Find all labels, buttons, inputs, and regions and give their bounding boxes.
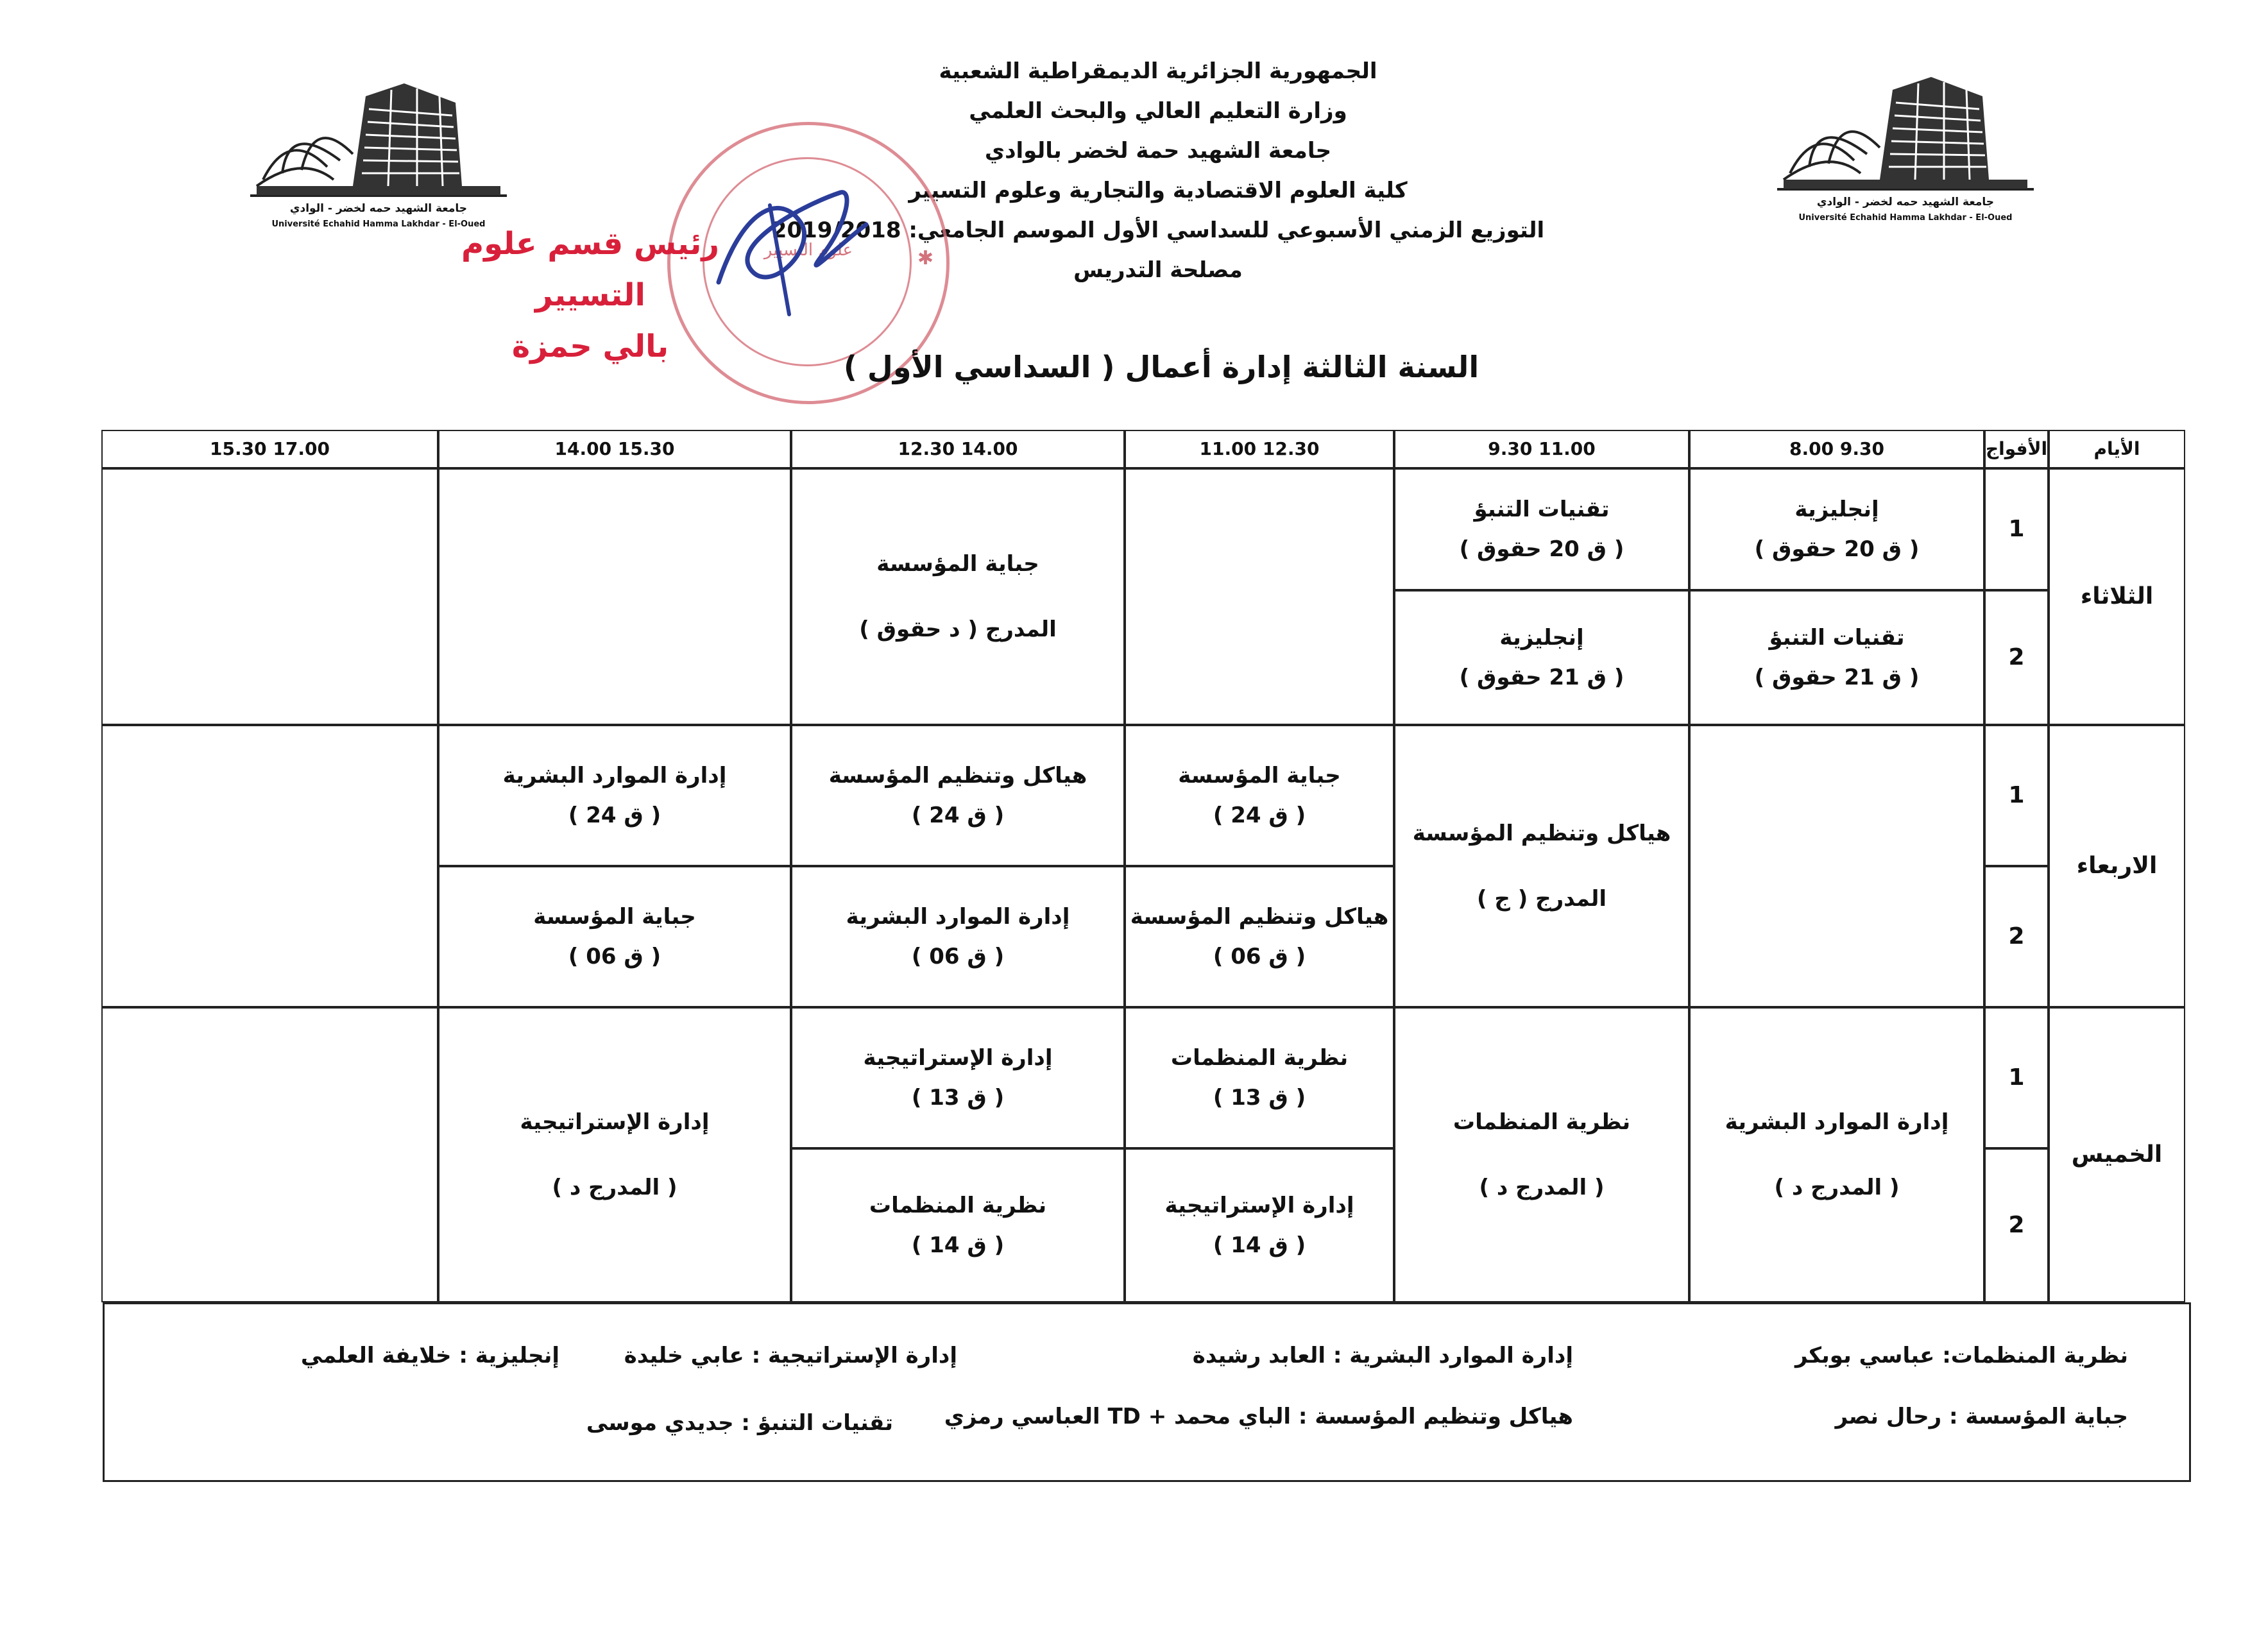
logo-caption-french: Université Echahid Hamma Lakhdar - El-Oued <box>271 219 486 229</box>
session-tue-s6-empty <box>101 468 438 725</box>
header-slot-5: 15.30 14.00 <box>438 430 791 468</box>
session-wed-g1-s4 <box>791 725 1125 866</box>
logo-caption-arabic: جامعة الشهيد حمه لخضر - الوادي <box>289 202 468 215</box>
course-name: هياكل وتنظيم المؤسسة <box>828 763 1087 788</box>
session-wed-g2-s3 <box>1125 866 1394 1007</box>
course-name: جباية المؤسسة <box>1178 763 1341 788</box>
department-head-signature-block <box>411 218 770 372</box>
header-line-service: مصلحة التدريس <box>1073 257 1243 283</box>
session-thu-s1 <box>1689 1007 1984 1302</box>
session-thu-s2 <box>1394 1007 1689 1302</box>
course-name: إدارة الموارد البشرية <box>1725 1109 1949 1135</box>
header-slot-2: 11.00 9.30 <box>1394 430 1689 468</box>
header-line-republic: الجمهورية الجزائرية الديمقراطية الشعبية <box>939 58 1377 84</box>
room-label: ( ق 13 ) <box>1213 1085 1306 1111</box>
course-name: جباية المؤسسة <box>876 551 1039 577</box>
session-thu-g2-s3 <box>1125 1148 1394 1302</box>
room-label: ( ق 20 حقوق ) <box>1754 536 1920 562</box>
group-number: 2 <box>1984 590 2049 725</box>
star-icon: ✱ <box>917 247 933 269</box>
teacher-org-theory: نظرية المنظمات: عباسي بوبكر <box>1795 1343 2128 1368</box>
university-logo-right <box>1771 51 2040 237</box>
session-wed-g2-s4 <box>791 866 1125 1007</box>
course-name: جباية المؤسسة <box>533 904 696 930</box>
session-wed-g1-s3 <box>1125 725 1394 866</box>
teacher-english: إنجليزية : خلايفة العلمي <box>300 1343 559 1368</box>
course-name: نظرية المنظمات <box>1453 1109 1631 1135</box>
session-wed-g2-s5 <box>438 866 791 1007</box>
university-logo-left <box>244 58 513 244</box>
teacher-taxation: جباية المؤسسة : رحال نصر <box>1835 1404 2128 1429</box>
logo-caption-arabic: جامعة الشهيد حمه لخضر - الوادي <box>1816 196 1995 209</box>
course-name: إدارة الإستراتيجية <box>520 1109 710 1135</box>
group-number: 1 <box>1984 1007 2049 1148</box>
room-label: ( ق 14 ) <box>911 1232 1005 1258</box>
session-thu-g1-s4 <box>791 1007 1125 1148</box>
room-label: ( ق 21 حقوق ) <box>1754 665 1920 690</box>
day-wednesday: الاربعاء <box>2049 725 2185 1007</box>
header-slot-4: 14.00 12.30 <box>791 430 1125 468</box>
session-thu-g1-s3 <box>1125 1007 1394 1148</box>
header-line-university: جامعة الشهيد حمة لخضر بالوادي <box>984 138 1332 164</box>
room-label: ( المدرج د ) <box>1479 1175 1605 1200</box>
header-line-timetable: التوزيع الزمني الأسبوعي للسداسي الأول الموسم الجامعي: 2019/2018 <box>771 217 1545 243</box>
session-tue-g1-s2 <box>1394 468 1689 590</box>
course-name: إدارة الموارد البشرية <box>502 763 727 788</box>
course-name: تقنيات التنبؤ <box>1474 497 1610 522</box>
header-line-ministry: وزارة التعليم العالي والبحث العلمي <box>969 98 1347 124</box>
room-label: ( ق 06 ) <box>568 944 661 969</box>
session-tue-g2-s1 <box>1689 590 1984 725</box>
header-groups: الأفواج <box>1984 430 2049 468</box>
teacher-structures: هياكل وتنظيم المؤسسة : الباي محمد + TD العباسي رمزي <box>944 1404 1573 1429</box>
department-head-title: رئيس قسم علوم التسيير <box>461 226 720 313</box>
header-days: الأيام <box>2049 430 2185 468</box>
stamp-text: علوم التسيير <box>763 241 853 260</box>
room-label: ( ق 21 حقوق ) <box>1459 665 1624 690</box>
course-name: هياكل وتنظيم المؤسسة <box>1130 904 1389 930</box>
course-name: إدارة الإستراتيجية <box>1164 1193 1354 1218</box>
teacher-forecasting: تقنيات التنبؤ : جديدي موسى <box>586 1410 893 1436</box>
group-number: 1 <box>1984 468 2049 590</box>
room-label: ( ق 24 ) <box>568 803 661 828</box>
course-name: هياكل وتنظيم المؤسسة <box>1412 821 1671 846</box>
session-thu-s6-empty <box>101 1007 438 1302</box>
university-building-icon <box>244 58 513 205</box>
header-slot-3: 12.30 11.00 <box>1125 430 1394 468</box>
room-label: المدرج ( د حقوق ) <box>859 617 1057 642</box>
course-name: تقنيات التنبؤ <box>1769 625 1905 651</box>
room-label: ( ق 24 ) <box>1213 803 1306 828</box>
room-label: ( ق 06 ) <box>1213 944 1306 969</box>
session-tue-s5-empty <box>438 468 791 725</box>
session-tue-g2-s2 <box>1394 590 1689 725</box>
teacher-hr-management: إدارة الموارد البشرية : العابد رشيدة <box>1192 1343 1573 1368</box>
session-thu-s5 <box>438 1007 791 1302</box>
day-tuesday: الثلاثاء <box>2049 468 2185 725</box>
department-head-name: بالي حمزة <box>511 328 669 364</box>
course-name: نظرية المنظمات <box>869 1193 1047 1218</box>
course-name: نظرية المنظمات <box>1170 1045 1349 1071</box>
university-building-icon <box>1771 51 2040 199</box>
session-wed-s2 <box>1394 725 1689 1007</box>
teacher-strategy: إدارة الإستراتيجية : عابي خليدة <box>624 1343 957 1368</box>
header-slot-1: 9.30 8.00 <box>1689 430 1984 468</box>
group-number: 1 <box>1984 725 2049 866</box>
day-thursday: الخميس <box>2049 1007 2185 1302</box>
session-tue-s3-empty <box>1125 468 1394 725</box>
session-wed-g1-s5 <box>438 725 791 866</box>
room-label: ( المدرج د ) <box>552 1175 678 1200</box>
session-tue-s4 <box>791 468 1125 725</box>
room-label: ( ق 13 ) <box>911 1085 1005 1111</box>
group-number: 2 <box>1984 1148 2049 1302</box>
course-name: إدارة الموارد البشرية <box>846 904 1070 930</box>
logo-caption-french: Université Echahid Hamma Lakhdar - El-Oued <box>1798 213 2013 223</box>
room-label: المدرج ( ج ) <box>1476 886 1607 912</box>
room-label: ( ق 24 ) <box>911 803 1005 828</box>
room-label: ( المدرج د ) <box>1774 1175 1900 1200</box>
session-wed-s6-empty <box>101 725 438 1007</box>
session-tue-g1-s1 <box>1689 468 1984 590</box>
room-label: ( ق 06 ) <box>911 944 1005 969</box>
header-slot-6: 17.00 15.30 <box>101 430 438 468</box>
session-thu-g2-s4 <box>791 1148 1125 1302</box>
room-label: ( ق 14 ) <box>1213 1232 1306 1258</box>
course-name: إدارة الإستراتيجية <box>863 1045 1053 1071</box>
teachers-list <box>103 1302 2191 1482</box>
header-line-faculty: كلية العلوم الاقتصادية والتجارية وعلوم التسيير <box>908 178 1408 203</box>
room-label: ( ق 20 حقوق ) <box>1459 536 1624 562</box>
session-wed-s1-empty <box>1689 725 1984 1007</box>
course-name: إنجليزية <box>1499 625 1584 651</box>
timetable-title: السنة الثالثة إدارة أعمال ( السداسي الأول ) <box>843 350 1479 384</box>
course-name: إنجليزية <box>1794 497 1879 522</box>
group-number: 2 <box>1984 866 2049 1007</box>
